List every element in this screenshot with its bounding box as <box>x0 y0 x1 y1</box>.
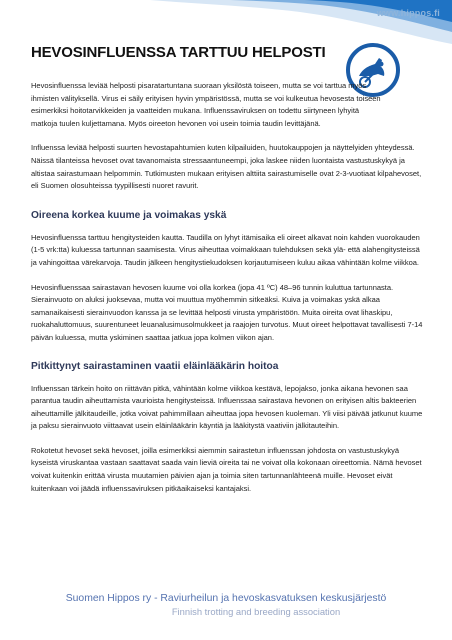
footer-organization: Suomen Hippos ry - Raviurheilun ja hevoskasvatuksen keskusjärjestö <box>65 593 387 604</box>
section-2-paragraph-1: Influenssan tärkein hoito on riittävän pitkä, vähintään kolme viikkoa kestävä, lepojakso, jonka aikana hevonen saa parantua taudin aiheuttamista vaurioista hengitysteissä. Influenssaa sairastava hevonen on erityisen altis bakteerien aiheuttamille jälkitaudeille, jotka voivat pahimmillaan aiheuttaa jopa hevosen kuoleman. Yli viisi päivää jatkunut kuume ja paksu sierainvuoto viittaavat usein eläinlääkärin käyntiä ja lääkitystä vaativiin jälkitauteihin. <box>31 383 423 431</box>
intro-paragraph-2: Influenssa leviää helposti suurten hevostapahtumien kuten kilpailuiden, huutokauppojen ja näyttelyiden yhteydessä. Näissä tilanteissa hevoset ovat tavanomaista stressaantuneempi, joka laskee niiden luontaista vastustuskykyä ja altistaa sairastumaan helpommin. Tutkimusten mukaan erityisen alttiita sairastumiselle ovat 2-3-vuotiaat kilpahevoset, eli Suomen olosuhteissa tyypillisesti nuoret ravurit. <box>31 143 422 191</box>
section-2-paragraph-2: Rokotetut hevoset sekä hevoset, joilla esimerkiksi aiemmin sairastetun influenssan johdosta on vastustuskykyä kyseistä viruskantaa vastaan saattavat saada vain lieviä oireita tai ne voivat olla kokonaan oireettomia. Nämä hevoset voivat kuitenkin erittää virusta muutamien päivien ajan ja toimia siten tartunnanlähteenä muille. Hevoset eivät kuitenkaan voi jäädä influenssaviruksen pitkäaikaiseksi kantajaksi. <box>31 445 422 493</box>
document-title: HEVOSINFLUENSSA TARTTUU HELPOSTI <box>31 44 326 61</box>
section-1-paragraph-2: Hevosinfluenssaa sairastavan hevosen kuume voi olla korkea (jopa 41 ºC) 48–96 tunnin kuluttua tartunnasta. Sierainvuoto on aluksi juoksevaa, mutta voi muuttua myöhemmin sitkeäksi. Kuiva ja voimakas yskä alkaa samanaikaisesti sierainvuodon kanssa ja se levittää helposti virusta ympäristöön. Muita oireita ovat lihaskipu, ruokahaluttomuus, suurentuneet leuanalusimusolmukkeet ja raajojen turvotus. Muut oireet helpottavat tavallisesti 7-14 päivän kuluessa, mutta yskiminen saattaa jatkua jopa kolmen viikon ajan. <box>31 282 423 342</box>
section-1-heading: Oireena korkea kuume ja voimakas yskä <box>31 209 227 221</box>
footer-tagline: Finnish trotting and breeding association <box>171 606 341 617</box>
document-body <box>31 44 426 495</box>
section-1-paragraph-1: Hevosinfluenssa tarttuu hengitysteiden kautta. Taudilla on lyhyt itämisaika eli oireet alkavat noin kahden vuorokauden (1-5 vrk:tta) kuluessa tartunnan saamisesta. Virus aiheuttaa voimakkaan tulehduksen sekä ylä- että alahengitysteissä ja vahingoittaa värekarvoja. Taudin jälkeen hengitystiekudoksen korjautumiseen kuluu aikaa vähintään kolme viikkoa. <box>31 232 420 267</box>
site-url[interactable]: www.hippos.fi <box>376 8 440 18</box>
section-2-heading: Pitkittynyt sairastaminen vaatii eläinlääkärin hoitoa <box>31 360 279 372</box>
intro-paragraph-1: Hevosinfluenssa leviää helposti pisaratartuntana suoraan yksilöstä toiseen, mutta se voi tarttua myös ihmisten välityksellä. Virus ei säily erityisen hyvin ympäristössä, mutta se voi kulkeutua hevosesta toiseen esimerkiksi hoitotarvikkeiden ja vaatteiden mukana. Influenssaviruksen on todettu siirtyneen lyhyitä matkoja tuulen kuljettamana. Myös oireeton hevonen voi usein toimia taudin levittäjänä. <box>31 81 381 128</box>
